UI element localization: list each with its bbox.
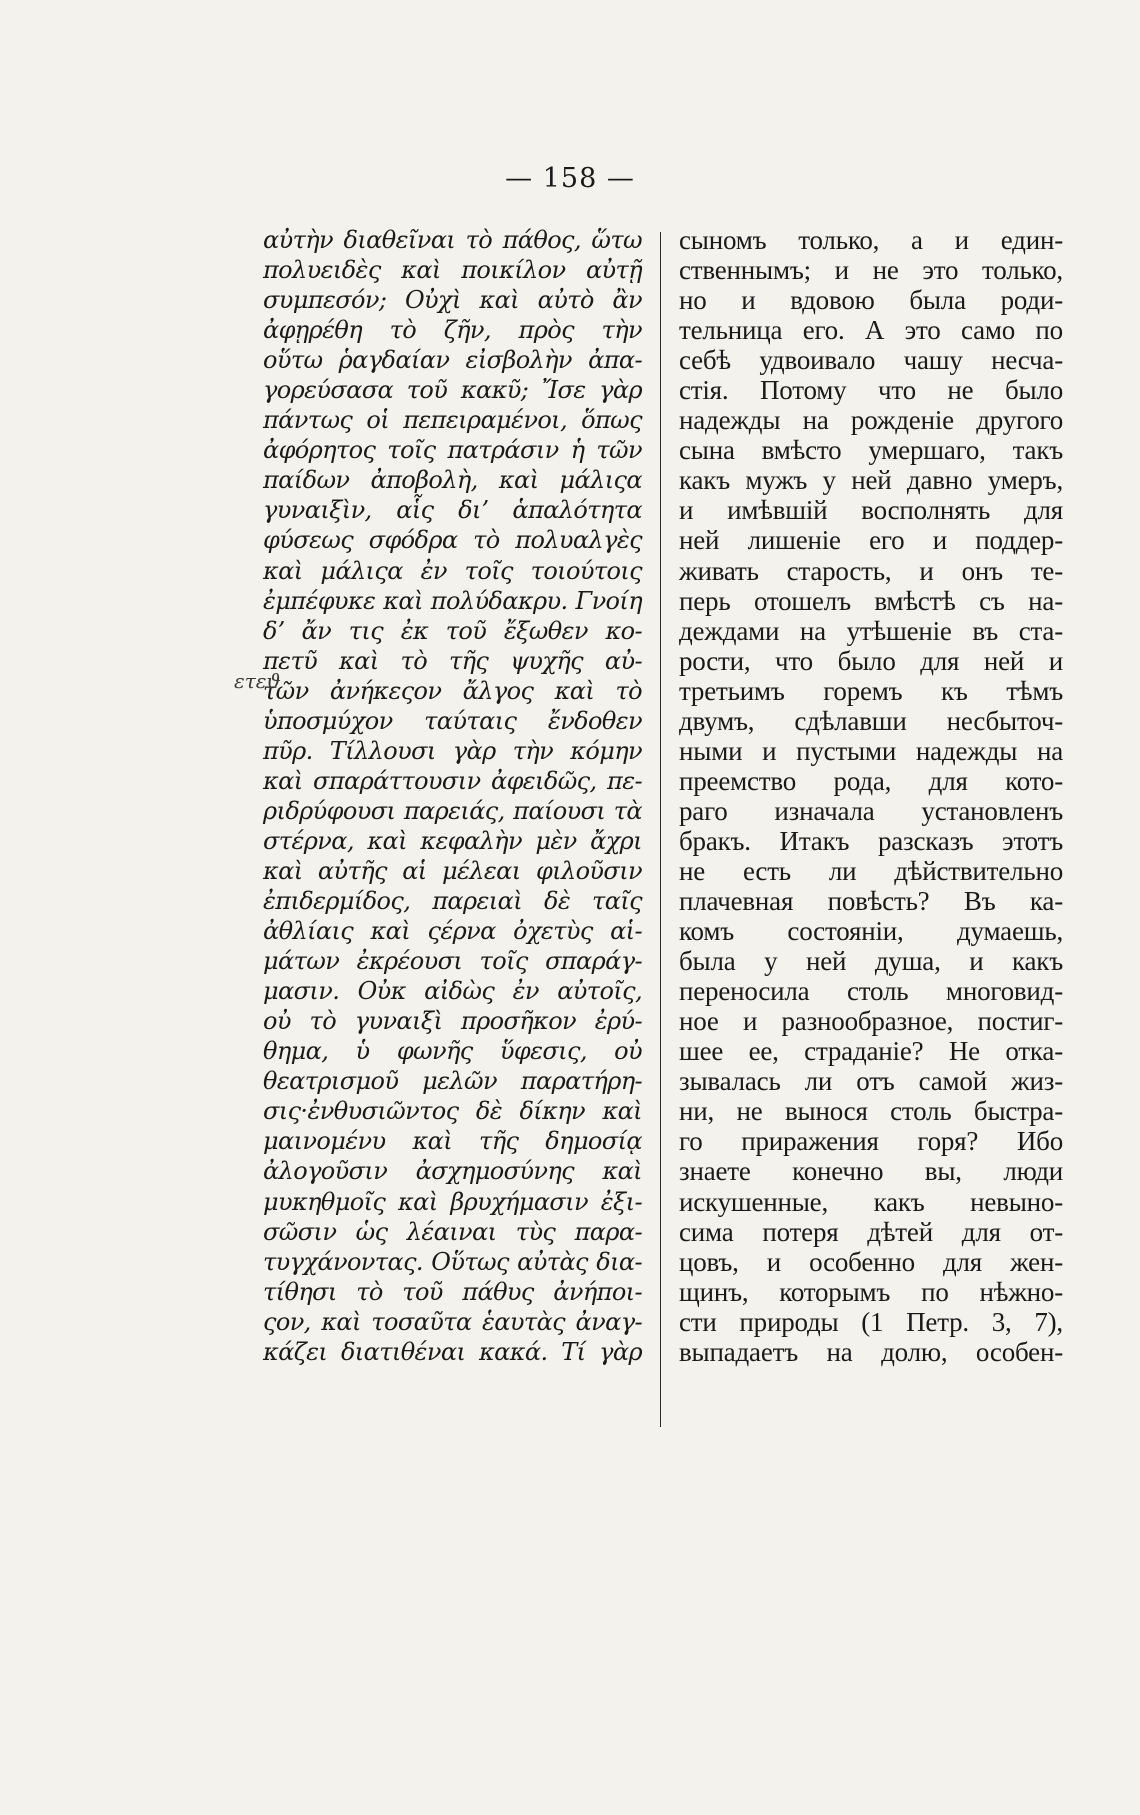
greek-text-line: μασιν. Οὐκ αἰδὼς ἐν αὐτοῖς, bbox=[263, 977, 642, 1006]
russian-text-line: цовъ, и особенно для жен- bbox=[679, 1246, 1063, 1277]
russian-text-line: надежды на рожденіе другого bbox=[679, 405, 1063, 436]
russian-text-line: себѣ удвоивало чашу несча- bbox=[679, 345, 1063, 376]
russian-text-line: зывалась ли отъ самой жиз- bbox=[679, 1066, 1063, 1097]
russian-text-line: третьимъ горемъ къ тѣмъ bbox=[679, 675, 1063, 706]
greek-text-line: ἀφῃρέθη τὸ ζῆν, πρὸς τὴν bbox=[263, 316, 642, 345]
russian-text-line: ней лишеніе его и поддер- bbox=[679, 525, 1063, 556]
greek-text-line: φύσεως σφόδρα τὸ πολυαλγὲς bbox=[263, 526, 642, 555]
greek-text-line: καὶ μάλιςα ἐν τοῖς τοιούτοις bbox=[263, 556, 642, 585]
greek-text-line: σις·ἐνθυσιῶντος δὲ δίκην καὶ bbox=[263, 1097, 642, 1126]
greek-text-line: σῶσιν ὡς λέαιναι τὺς παρα- bbox=[263, 1217, 642, 1246]
russian-text-line: какъ мужъ у ней давно умеръ, bbox=[679, 465, 1063, 496]
greek-text-line: στέρνα, καὶ κεφαλὴν μὲν ἄχρι bbox=[263, 826, 642, 855]
greek-text-line: γυναιξὶν, αἷς διʼ ἁπαλότητα bbox=[263, 496, 642, 525]
greek-text-line: τῶν ἀνήκεςον ἄλγος καὶ τὸ bbox=[263, 676, 642, 705]
russian-text-column bbox=[679, 225, 1063, 1367]
russian-text-line: го приражения горя? Ибо bbox=[679, 1126, 1063, 1157]
greek-text-line: αὐτὴν διαθεῖναι τὸ πάθος, ὥτω bbox=[263, 226, 642, 254]
russian-text-line: и имѣвшій восполнять для bbox=[679, 495, 1063, 526]
greek-text-line: πολυειδὲς καὶ ποικίλον αὐτῇ bbox=[263, 256, 642, 285]
greek-text-line: γορεύσασα τοῦ κακῦ; Ἴσε γὰρ bbox=[263, 376, 642, 405]
greek-text-line: κάζει διατιθέναι κακά. Τί γὰρ bbox=[263, 1337, 642, 1366]
russian-text-line: комъ состояніи, думаешь, bbox=[679, 916, 1063, 947]
russian-text-line: но и вдовою была роди- bbox=[679, 285, 1063, 316]
russian-text-line: ственнымъ; и не это только, bbox=[679, 255, 1063, 286]
greek-text-line: πάντως οἱ πεπειραμένοι, ὅπως bbox=[263, 406, 642, 435]
russian-text-line: шее ее, страданіе? Не отка- bbox=[679, 1036, 1063, 1067]
russian-text-line: рости, что было для ней и bbox=[679, 645, 1063, 676]
russian-text-line: знаете конечно вы, люди bbox=[679, 1156, 1063, 1187]
russian-text-line: бракъ. Итакъ разсказъ этотъ bbox=[679, 825, 1063, 856]
greek-text-line: ἀφόρητος τοῖς πατράσιν ἡ τῶν bbox=[263, 436, 642, 465]
russian-text-line: двумъ, сдѣлавши несбыточ- bbox=[679, 705, 1063, 736]
greek-text-line: ἐμπέφυκε καὶ πολύδακρυ. Γνοίη bbox=[263, 586, 642, 615]
greek-text-line: καὶ αὐτῆς αἱ μέλεαι φιλοῦσιν bbox=[263, 856, 642, 885]
russian-text-line: сына вмѣсто умершаго, такъ bbox=[679, 435, 1063, 466]
russian-text-line: не есть ли дѣйствительно bbox=[679, 855, 1063, 886]
greek-text-line: πετῦ καὶ τὸ τῆς ψυχῆς αὐ- bbox=[263, 646, 642, 675]
greek-text-line: οὐ τὸ γυναιξὶ προσῆκον ἐρύ- bbox=[263, 1007, 642, 1036]
russian-text-line: раго изначала установленъ bbox=[679, 795, 1063, 826]
greek-text-line: ὑποσμύχον ταύταις ἔνδοθεν bbox=[263, 706, 642, 735]
russian-text-line: стія. Потому что не было bbox=[679, 375, 1063, 406]
russian-text-line: была у ней душа, и какъ bbox=[679, 946, 1063, 977]
russian-text-line: плачевная повѣсть? Въ ка- bbox=[679, 886, 1063, 917]
greek-text-line: οὕτω ῥαγδαίαν εἰσβολὴν ἀπα- bbox=[263, 346, 642, 375]
greek-text-line: θεατρισμοῦ μελῶν παρατήρη- bbox=[263, 1067, 642, 1096]
greek-text-line: ςον, καὶ τοσαῦτα ἑαυτὰς ἀναγ- bbox=[263, 1307, 642, 1336]
russian-text-line: перь отошелъ вмѣстѣ съ на- bbox=[679, 585, 1063, 616]
russian-text-line: преемство рода, для кото- bbox=[679, 765, 1063, 796]
greek-text-line: τίθησι τὸ τοῦ πάθυς ἀνήποι- bbox=[263, 1277, 642, 1306]
greek-text-line: δʼ ἄν τις ἐκ τοῦ ἔξωθεν κο- bbox=[263, 616, 642, 645]
margin-note: ɛτεϑ bbox=[234, 669, 281, 693]
russian-text-line: ными и пустыми надежды на bbox=[679, 735, 1063, 766]
greek-text-column bbox=[263, 225, 642, 1367]
russian-text-line: тельница его. А это само по bbox=[679, 315, 1063, 346]
greek-text-line: ἀθλίαις καὶ ςέρνα ὀχετὺς αἱ- bbox=[263, 917, 642, 946]
greek-text-line: τυγχάνοντας. Οὕτως αὐτὰς δια- bbox=[263, 1247, 642, 1276]
greek-text-line: καὶ σπαράττουσιν ἀφειδῶς, πε- bbox=[263, 766, 642, 795]
russian-text-line: переносила столь многовид- bbox=[679, 976, 1063, 1007]
greek-text-line: πῦρ. Τίλλουσι γὰρ τὴν κόμην bbox=[263, 736, 642, 765]
greek-text-line: παίδων ἀποβολὴ, καὶ μάλιςα bbox=[263, 466, 642, 495]
russian-text-line: ни, не вынося столь быстра- bbox=[679, 1096, 1063, 1127]
russian-text-line: искушенные, какъ невыно- bbox=[679, 1186, 1063, 1217]
russian-text-line: щинъ, которымъ по нѣжно- bbox=[679, 1276, 1063, 1307]
russian-text-line: сыномъ только, а и един- bbox=[679, 225, 1063, 255]
russian-text-line: сима потеря дѣтей для от- bbox=[679, 1216, 1063, 1247]
russian-text-line: живать старость, и онъ те- bbox=[679, 555, 1063, 586]
greek-text-line: ριδρύφουσι παρειάς, παίουσι τὰ bbox=[263, 796, 642, 825]
greek-text-line: συμπεσόν; Οὐχὶ καὶ αὐτὸ ἂν bbox=[263, 286, 642, 315]
greek-text-line: ἐπιδερμίδος, παρειαὶ δὲ ταῖς bbox=[263, 887, 642, 916]
greek-text-line: μάτων ἐκρέουσι τοῖς σπαράγ- bbox=[263, 947, 642, 976]
russian-text-line: сти природы (1 Петр. 3, 7), bbox=[679, 1306, 1063, 1337]
page-number: — 158 — bbox=[505, 163, 635, 194]
greek-text-line: μαινομένυ καὶ τῆς δημοσίᾳ bbox=[263, 1127, 642, 1156]
russian-text-line: деждами на утѣшеніе въ ста- bbox=[679, 615, 1063, 646]
column-divider bbox=[660, 232, 661, 1427]
russian-text-line: ное и разнообразное, постиг- bbox=[679, 1006, 1063, 1037]
greek-text-line: μυκηθμοῖς καὶ βρυχήμασιν ἐξι- bbox=[263, 1187, 642, 1216]
greek-text-line: ἀλογοῦσιν ἀσχημοσύνης καὶ bbox=[263, 1157, 642, 1186]
russian-text-line: выпадаетъ на долю, особен- bbox=[679, 1336, 1063, 1367]
greek-text-line: θημα, ὑ φωνῆς ὕφεσις, οὐ bbox=[263, 1037, 642, 1066]
